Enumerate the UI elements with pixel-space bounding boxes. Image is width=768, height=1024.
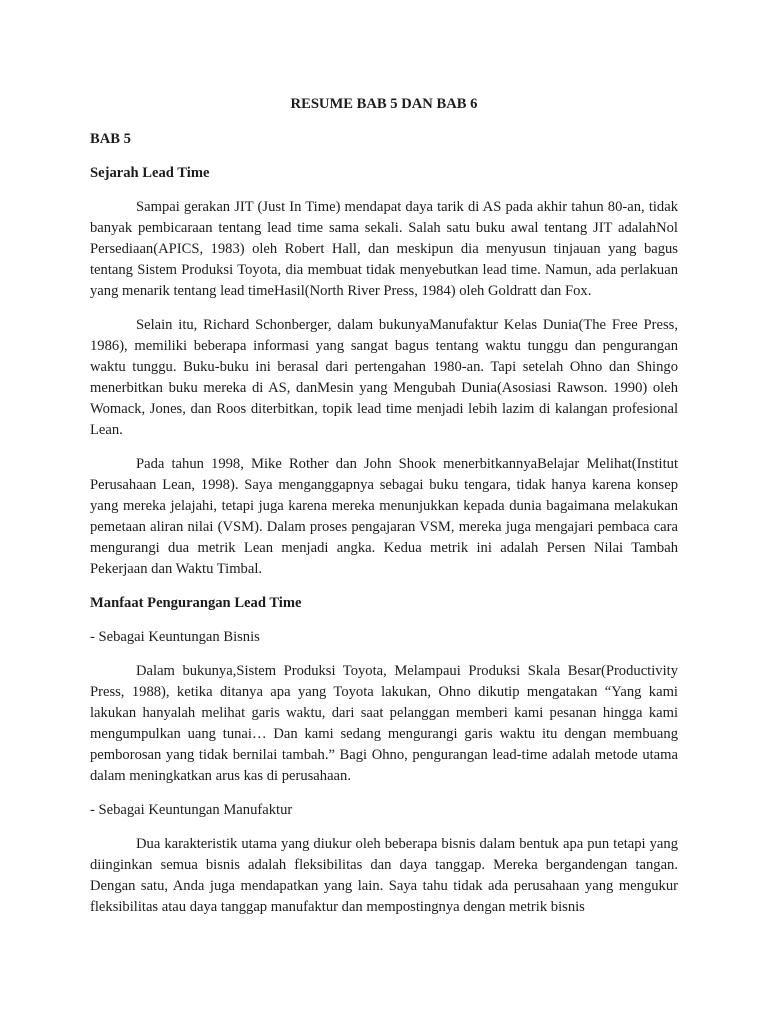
paragraph: Dua karakteristik utama yang diukur oleh beberapa bisnis dalam bentuk apa pun tetapi yang diinginkan semua bisnis adalah fleksibilitas dan daya tanggap. Mereka bergandengan tangan. Dengan satu, Anda juga mendapatkan yang lain. Saya tahu tidak ada perusahaan yang mengukur fleksibilitas atau daya tanggap manufaktur dan mempostingnya dengan metrik bisnis: [90, 836, 678, 915]
paragraph: Pada tahun 1998, Mike Rother dan John Shook menerbitkannyaBelajar Melihat(Institut Perusahaan Lean, 1998). Saya menganggapnya sebagai buku tengara, tidak hanya karena konsep yang mereka jelajahi, tetapi juga karena mereka menunjukkan kepada dunia bagaimana melakukan pemetaan aliran nilai (VSM). Dalam proses pengajaran VSM, mereka juga mengajari pembaca cara mengurangi dua metrik Lean menjadi angka. Kedua metrik ini adalah Persen Nilai Tambah Pekerjaan dan Waktu Timbal.: [90, 456, 678, 577]
chapter-heading: BAB 5: [90, 131, 131, 147]
paragraph: Selain itu, Richard Schonberger, dalam bukunyaManufaktur Kelas Dunia(The Free Press, 1986), memiliki beberapa informasi yang sangat bagus tentang waktu tunggu dan pengurangan waktu tunggu. Buku-buku ini berasal dari pertengahan 1980-an. Tapi setelah Ohno dan Shingo menerbitkan buku mereka di AS, danMesin yang Mengubah Dunia(Asosiasi Rawson. 1990) oleh Womack, Jones, dan Roos diterbitkan, topik lead time menjadi lebih lazim di kalangan profesional Lean.: [90, 317, 678, 438]
paragraph: Sampai gerakan JIT (Just In Time) mendapat daya tarik di AS pada akhir tahun 80-an, tidak banyak pembicaraan tentang lead time sama sekali. Salah satu buku awal tentang JIT adalahNol Persediaan(APICS, 1983) oleh Robert Hall, dan meskipun dia menyusun tinjauan yang bagus tentang Sistem Produksi Toyota, dia membuat tidak menyebutkan lead time. Namun, ada perlakuan yang menarik tentang lead timeHasil(North River Press, 1984) oleh Goldratt dan Fox.: [90, 199, 678, 299]
document-body: [90, 94, 678, 918]
document-title: RESUME BAB 5 DAN BAB 6: [290, 96, 478, 112]
subheading-keuntungan-manufaktur: - Sebagai Keuntungan Manufaktur: [90, 802, 293, 818]
section-heading-manfaat-pengurangan: Manfaat Pengurangan Lead Time: [90, 595, 302, 611]
paragraph: Dalam bukunya,Sistem Produksi Toyota, Melampaui Produksi Skala Besar(Productivity Press, 1988), ketika ditanya apa yang Toyota lakukan, Ohno dikutip mengatakan “Yang kami lakukan hanyalah melihat garis waktu, dari saat pelanggan memberi kami pesanan hingga kami mengumpulkan uang tunai… Dan kami sedang mengurangi garis waktu itu dengan membuang pemborosan yang tidak bernilai tambah.” Bagi Ohno, pengurangan lead-time adalah metode utama dalam meningkatkan arus kas di perusahaan.: [90, 663, 678, 784]
subheading-keuntungan-bisnis: - Sebagai Keuntungan Bisnis: [90, 629, 260, 645]
section-heading-sejarah-lead-time: Sejarah Lead Time: [90, 165, 210, 181]
